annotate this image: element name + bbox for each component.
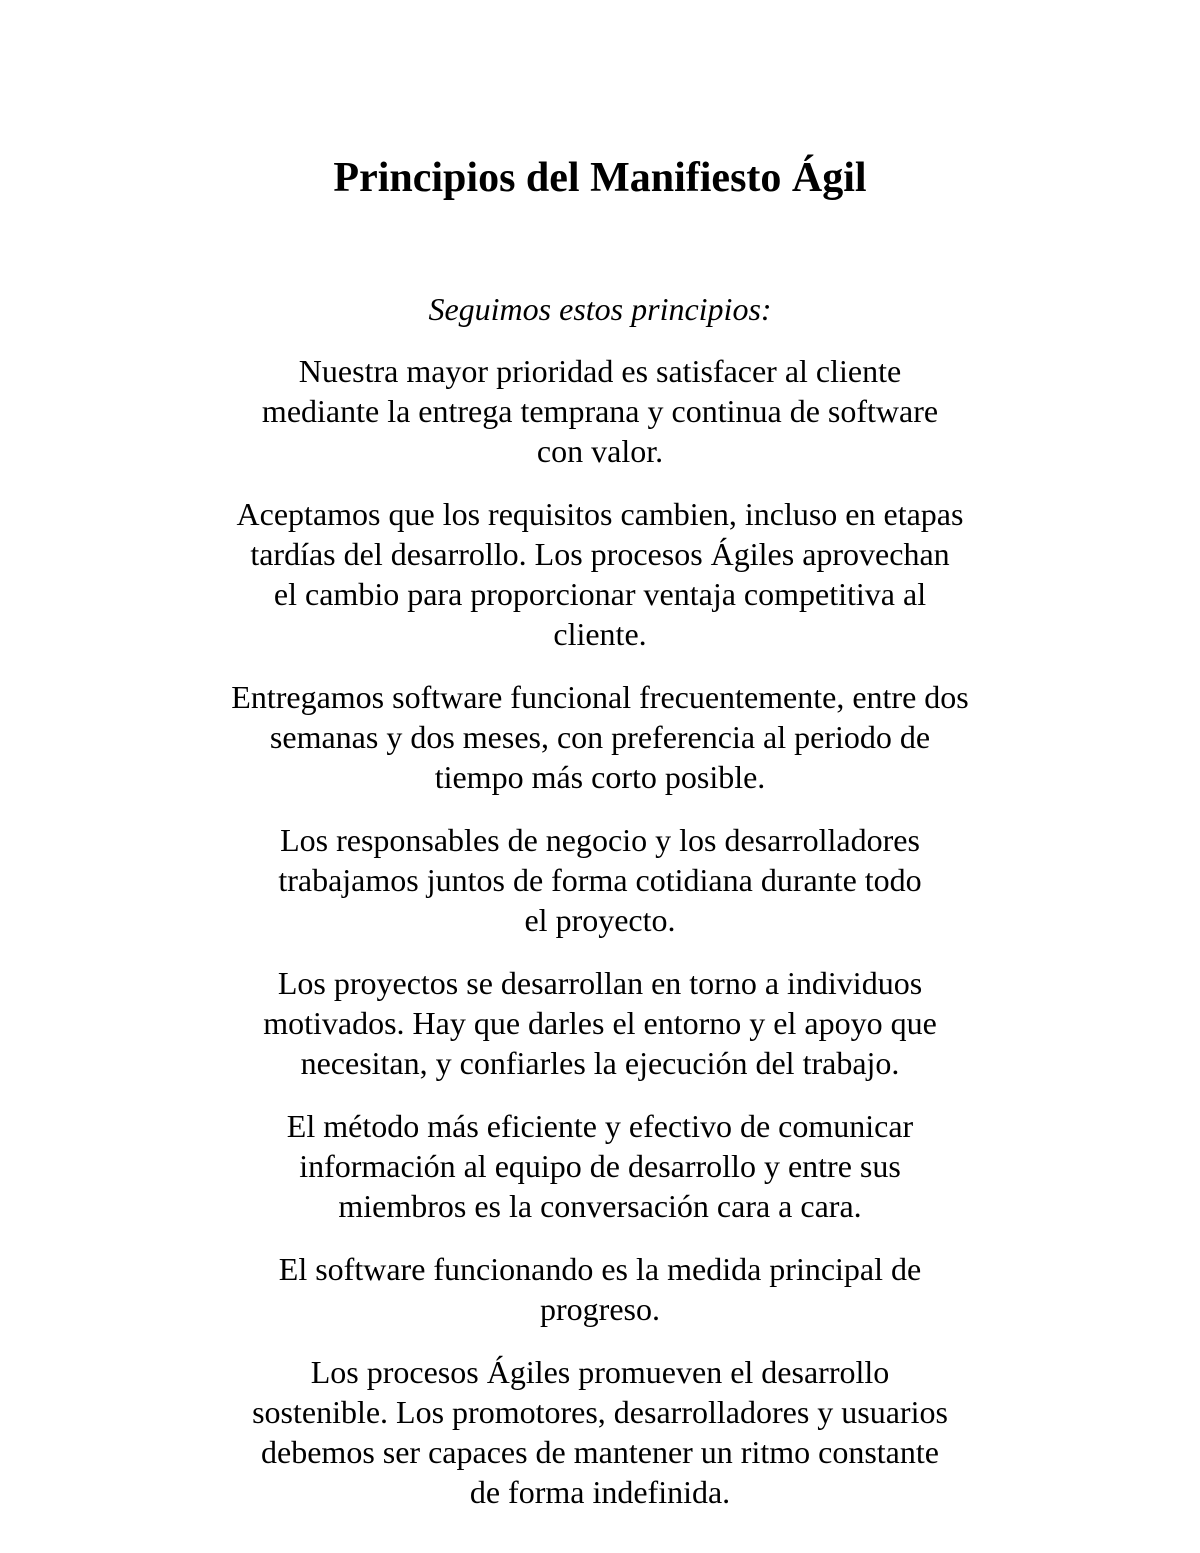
principle-line: tardías del desarrollo. Los procesos Ágiles aprovechan — [250, 536, 950, 572]
principle-line: trabajamos juntos de forma cotidiana durante todo — [278, 862, 922, 898]
principle-5 — [150, 963, 1050, 1083]
principle-line: Aceptamos que los requisitos cambien, incluso en etapas — [236, 496, 964, 532]
principle-line: semanas y dos meses, con preferencia al periodo de — [269, 719, 931, 755]
principles-list — [150, 351, 1050, 1535]
principle-line: mediante la entrega temprana y continua de software — [261, 393, 939, 429]
principle-line: Los procesos Ágiles promueven el desarrollo — [310, 1354, 890, 1390]
principle-3 — [150, 677, 1050, 797]
principle-line: Nuestra mayor prioridad es satisfacer al cliente — [298, 353, 902, 389]
principle-line: Entregamos software funcional frecuentemente, entre dos — [231, 679, 969, 715]
principle-line: El software funcionando es la medida principal de — [278, 1251, 922, 1287]
principle-line: sostenible. Los promotores, desarrolladores y usuarios — [252, 1394, 948, 1430]
principle-line: El método más eficiente y efectivo de comunicar — [286, 1108, 914, 1144]
principle-8 — [150, 1352, 1050, 1512]
intro-text: Seguimos estos principios: — [428, 291, 772, 327]
principle-6 — [150, 1106, 1050, 1226]
principle-line: miembros es la conversación cara a cara. — [338, 1188, 862, 1224]
principle-line: tiempo más corto posible. — [434, 759, 766, 795]
principle-line: necesitan, y confiarles la ejecución del trabajo. — [300, 1045, 900, 1081]
principle-2 — [150, 494, 1050, 654]
principle-line: Los responsables de negocio y los desarrolladores — [280, 822, 920, 858]
principle-line: cliente. — [553, 616, 647, 652]
principle-4 — [150, 820, 1050, 940]
page-title: Principios del Manifiesto Ágil — [333, 155, 867, 201]
principle-line: información al equipo de desarrollo y entre sus — [299, 1148, 901, 1184]
principle-line: de forma indefinida. — [469, 1474, 731, 1510]
principle-line: el proyecto. — [524, 902, 676, 938]
principle-line: debemos ser capaces de mantener un ritmo constante — [261, 1434, 939, 1470]
principle-line: motivados. Hay que darles el entorno y el apoyo que — [263, 1005, 937, 1041]
principle-line: con valor. — [536, 433, 664, 469]
principle-line: el cambio para proporcionar ventaja competitiva al — [273, 576, 927, 612]
principle-line: Los proyectos se desarrollan en torno a individuos — [277, 965, 923, 1001]
principle-1 — [150, 351, 1050, 471]
principle-line: progreso. — [540, 1291, 660, 1327]
principle-7 — [150, 1249, 1050, 1329]
